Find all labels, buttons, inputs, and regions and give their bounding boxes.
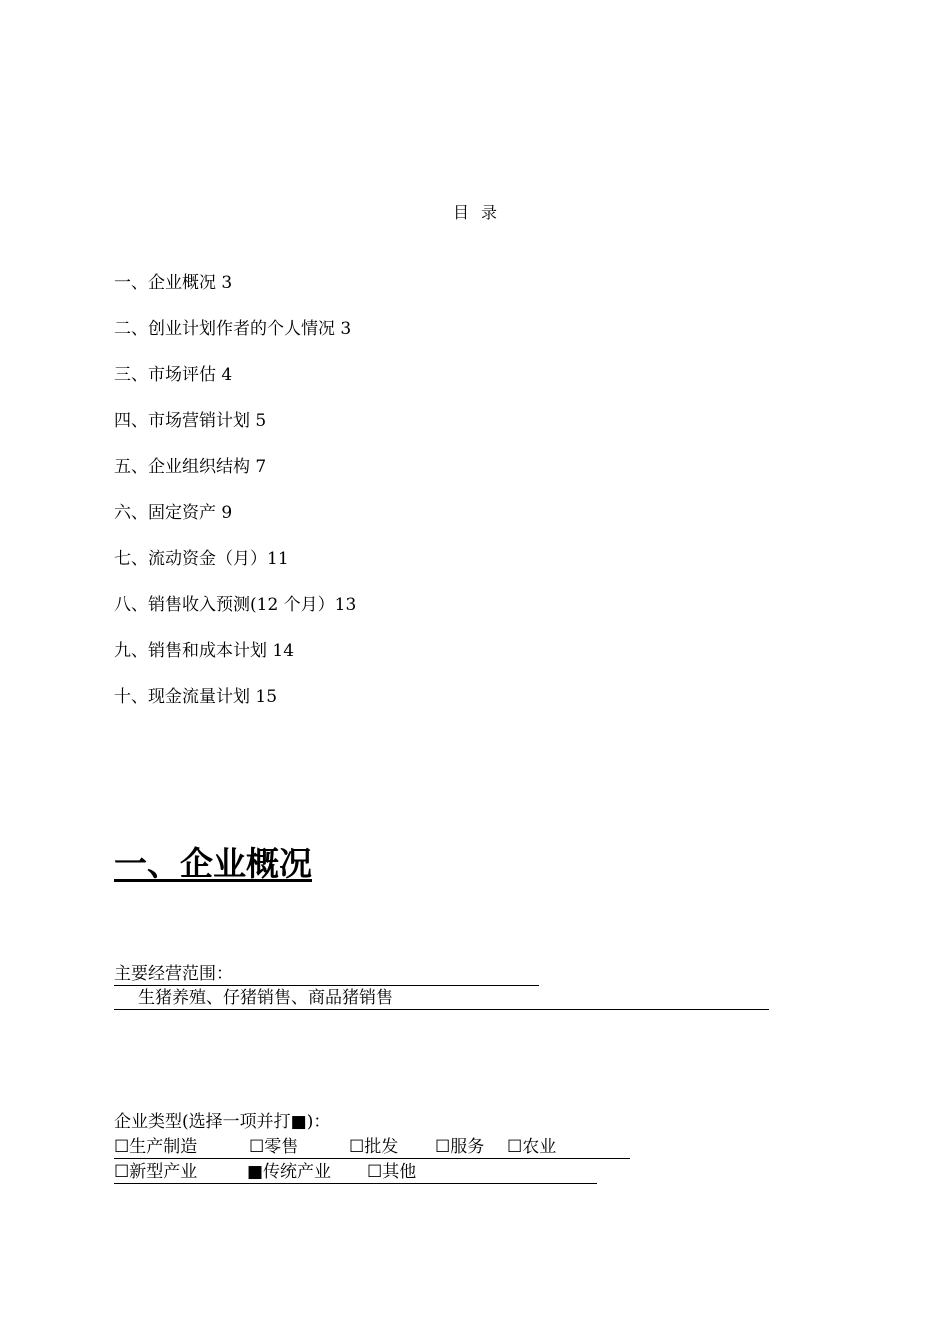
option-wholesale[interactable]: ☐批发: [349, 1137, 399, 1157]
enterprise-type-row-1: [114, 1136, 630, 1159]
toc-item: 十、现金流量计划 15: [114, 687, 278, 707]
business-scope-value: 生猪养殖、仔猪销售、商品猪销售: [138, 988, 393, 1008]
option-manufacturing[interactable]: ☐生产制造: [114, 1137, 198, 1157]
option-agriculture[interactable]: ☐农业: [507, 1137, 557, 1157]
toc-item: 八、销售收入预测(12 个月）13: [114, 595, 357, 615]
option-traditional-industry[interactable]: ■传统产业: [247, 1162, 332, 1182]
section-heading: 一、企业概况: [114, 844, 312, 883]
toc-title-char-1: 目: [452, 203, 469, 222]
option-other[interactable]: ☐其他: [367, 1162, 417, 1182]
business-scope-field: [114, 987, 769, 1010]
toc-item: 三、市场评估 4: [114, 365, 233, 385]
toc-item: 一、企业概况 3: [114, 273, 233, 293]
toc-item: 六、固定资产 9: [114, 503, 233, 523]
option-emerging-industry[interactable]: ☐新型产业: [114, 1162, 198, 1182]
toc-title: [0, 200, 950, 223]
enterprise-type-row-2: [114, 1161, 597, 1184]
toc-item: 四、市场营销计划 5: [114, 411, 267, 431]
toc-item: 二、创业计划作者的个人情况 3: [114, 319, 352, 339]
toc-item: 七、流动资金（月）11: [114, 549, 289, 569]
business-scope-label: 主要经营范围：: [114, 963, 539, 986]
toc-list: [114, 270, 356, 730]
toc-item: 五、企业组织结构 7: [114, 457, 267, 477]
enterprise-type-label: 企业类型(选择一项并打■)：: [114, 1112, 331, 1132]
option-retail[interactable]: ☐零售: [249, 1137, 299, 1157]
option-service[interactable]: ☐服务: [435, 1137, 485, 1157]
toc-title-char-2: 录: [481, 203, 498, 222]
toc-item: 九、销售和成本计划 14: [114, 641, 295, 661]
